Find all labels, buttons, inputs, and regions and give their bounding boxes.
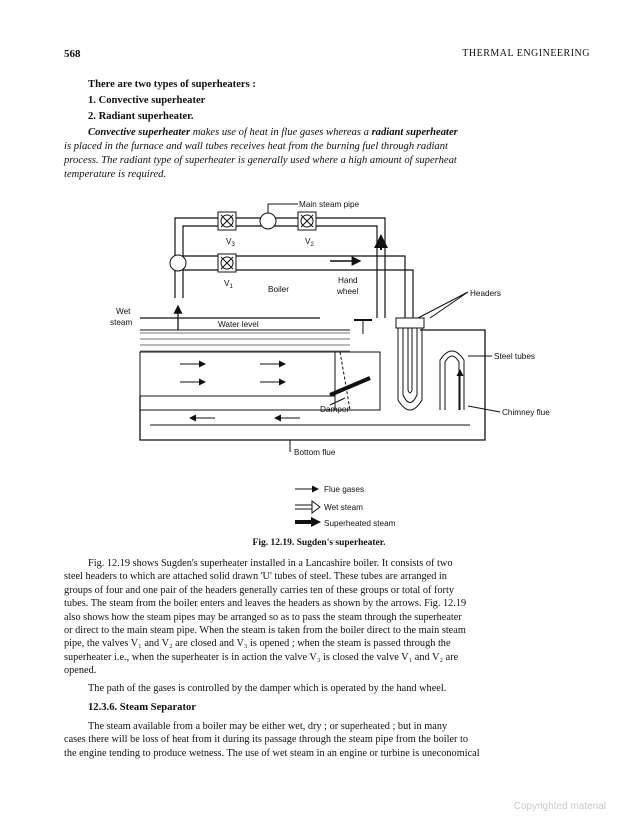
valve-v3 bbox=[218, 212, 236, 230]
text-line: The steam available from a boiler may be either wet, dry ; or superheated ; but in many bbox=[88, 721, 448, 732]
label-bottom-flue: Bottom flue bbox=[294, 448, 336, 457]
boiler-stop-valve bbox=[170, 255, 186, 271]
intro-lead: There are two types of superheaters : bbox=[88, 79, 256, 90]
hand-wheel bbox=[354, 320, 372, 334]
paragraph-gas-path: The path of the gases is controlled by the damper which is operated by the hand wheel. bbox=[88, 683, 447, 694]
label-damper: Damper bbox=[320, 405, 350, 414]
intro-item-1: 1. Convective superheater bbox=[88, 95, 206, 106]
text-line: pipe, the valves V₁ and V₂ are closed and V₃ is opened ; when the steam is passed through the bbox=[64, 638, 451, 650]
label-wet: Wet bbox=[116, 307, 131, 316]
definition-line-2: is placed in the furnace and wall tubes receives heat from the burning fuel through radiant bbox=[64, 141, 448, 152]
page-number: 568 bbox=[64, 48, 81, 60]
definition-line-4: temperature is required. bbox=[64, 169, 167, 180]
text-line: steel headers to which are attached solid drawn 'U' tubes of steel. These tubes are arranged in bbox=[64, 571, 447, 583]
valve-v2 bbox=[298, 212, 316, 230]
text-line: tubes. The steam from the boiler enters and leaves the headers as shown by the arrows. Fig. 12.19 bbox=[64, 598, 467, 610]
label-steel-tubes: Steel tubes bbox=[494, 352, 535, 361]
legend bbox=[295, 485, 396, 528]
legend-flue-gases: Flue gases bbox=[324, 485, 365, 494]
lancashire-boiler bbox=[140, 318, 485, 440]
superheater-u-tubes bbox=[396, 318, 464, 410]
text-line: Fig. 12.19 shows Sugden's superheater installed in a Lancashire boiler. It consists of two bbox=[88, 558, 453, 569]
label-main-steam-pipe: Main steam pipe bbox=[299, 200, 360, 209]
legend-wet-steam: Wet steam bbox=[324, 503, 363, 512]
text-line: the engine tending to produce wetness. The use of wet steam in an engine or turbine is uneconomical bbox=[64, 747, 480, 759]
text-line: cases there will be loss of heat from it during its passage through the steam pipe from the boiler to bbox=[64, 734, 469, 746]
label-v3: $V_3$ bbox=[226, 237, 235, 248]
intro-item-2: 2. Radiant superheater. bbox=[88, 111, 194, 122]
label-chimney-flue: Chimney flue bbox=[502, 408, 550, 417]
valve-v1 bbox=[218, 254, 236, 272]
term-convective: Convective superheater bbox=[88, 127, 191, 138]
label-hand: Hand bbox=[338, 276, 358, 285]
paragraph-separator bbox=[64, 720, 586, 760]
text-line: superheater i.e., when the superheater is in action the valve V₃ is closed the valve V₁ and V₂ are bbox=[64, 651, 459, 663]
watermark: Copyrighted material bbox=[513, 801, 606, 812]
text-line: also shows how the steam pipes may be arranged so as to pass the steam through the superheater bbox=[64, 611, 462, 623]
label-headers: Headers bbox=[470, 289, 501, 298]
label-wheel: wheel bbox=[337, 287, 359, 296]
text-line: opened. bbox=[64, 665, 97, 677]
label-water-level: Water level bbox=[218, 320, 259, 329]
section-heading: 12.3.6. Steam Separator bbox=[88, 702, 196, 713]
junction-fitting bbox=[260, 213, 276, 229]
definition-text-1: makes use of heat in flue gases whereas a bbox=[190, 127, 372, 138]
term-radiant: radiant superheater bbox=[371, 127, 458, 138]
label-boiler: Boiler bbox=[268, 285, 289, 294]
label-v2: $V_2$ bbox=[305, 237, 314, 248]
label-v1: $V_1$ bbox=[224, 279, 233, 290]
legend-superheated-steam: Superheated steam bbox=[324, 519, 396, 528]
running-title: THERMAL ENGINEERING bbox=[462, 48, 590, 59]
label-steam: steam bbox=[110, 318, 133, 327]
paragraph-description bbox=[64, 557, 586, 678]
main-steam-pipe bbox=[175, 218, 413, 318]
figure-caption: Fig. 12.19. Sugden's superheater. bbox=[252, 538, 386, 548]
text-line: groups of four and one pair of the headers generally carries ten of these groups or total of forty bbox=[64, 584, 454, 596]
text-line: or direct to the main steam pipe. When the steam is taken from the boiler direct to the main steam bbox=[64, 625, 466, 637]
definition-line-3: process. The radiant type of superheater is generally used where a high amount of superheat bbox=[64, 155, 457, 166]
